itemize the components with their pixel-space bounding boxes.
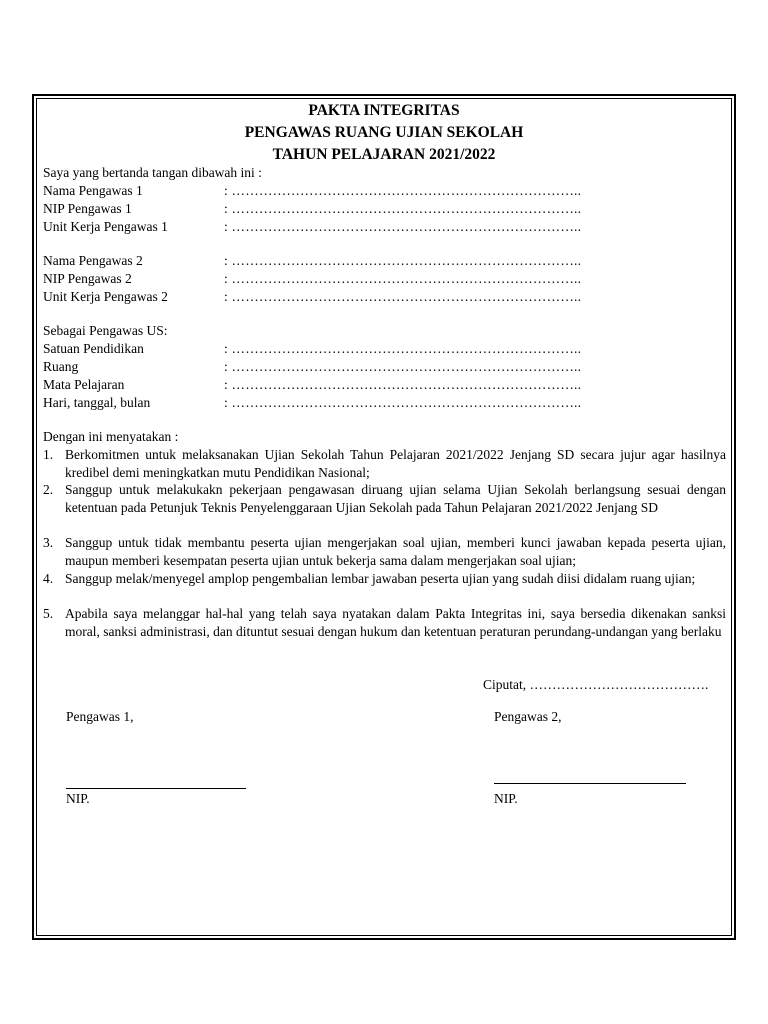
statement-heading: Dengan ini menyatakan : <box>43 429 179 444</box>
statement-text: Sanggup melak/menyegel amplop pengembalian lembar jawaban peserta ujian yang sudah diisi didalam ruang ujian; <box>65 571 696 586</box>
statement-text: Sanggup untuk melakukakn pekerjaan pengawasan diruang ujian selama Ujian Sekolah berlangsung sesuai dengan ketentuan pada Petunjuk Teknis Penyelenggaraan Ujian Sekolah pada Tahun Pelajaran 2021/2022 Jenjang SD <box>65 482 726 515</box>
statement-text: Apabila saya melanggar hal-hal yang telah saya nyatakan dalam Pakta Integritas ini, saya bersedia dikenakan sanksi moral, sanksi administrasi, dan dituntut sesuai dengan hukum dan ketentuan peraturan perundang-undangan yang berlaku <box>65 606 726 639</box>
document-title: PAKTA INTEGRITAS <box>308 102 460 119</box>
signature-line-pengawas-1 <box>66 788 246 789</box>
statement-number: 3. <box>43 535 54 550</box>
signature-label-pengawas-2: Pengawas 2, <box>494 709 562 724</box>
statement-number: 4. <box>43 571 54 586</box>
label-unit-kerja-pengawas-2: Unit Kerja Pengawas 2 <box>43 289 168 304</box>
label-hari-tanggal-bulan: Hari, tanggal, bulan <box>43 395 151 410</box>
fill-hari-tanggal-bulan: : ………………………………………………………………….. <box>224 395 582 410</box>
document-subtitle: PENGAWAS RUANG UJIAN SEKOLAH <box>244 124 524 141</box>
statement-text: Berkomitmen untuk melaksanakan Ujian Sekolah Tahun Pelajaran 2021/2022 Jenjang SD secara jujur agar hasilnya kredibel demi meningkatkan mutu Pendidikan Nasional; <box>65 447 726 480</box>
label-unit-kerja-pengawas-1: Unit Kerja Pengawas 1 <box>43 219 168 234</box>
fill-unit-kerja-pengawas-2: : ………………………………………………………………….. <box>224 289 582 304</box>
academic-year-title: TAHUN PELAJARAN 2021/2022 <box>272 146 496 163</box>
statement-item <box>43 570 726 588</box>
place-date: Ciputat, …………………………………. <box>483 677 709 692</box>
label-mata-pelajaran: Mata Pelajaran <box>43 377 125 392</box>
label-nip-pengawas-1: NIP Pengawas 1 <box>43 201 132 216</box>
fill-mata-pelajaran: : ………………………………………………………………….. <box>224 377 582 392</box>
statement-item <box>43 534 726 569</box>
statement-number: 2. <box>43 482 54 497</box>
label-nama-pengawas-1: Nama Pengawas 1 <box>43 183 143 198</box>
intro-text: Saya yang bertanda tangan dibawah ini : <box>43 165 262 180</box>
statement-number: 5. <box>43 606 54 621</box>
label-ruang: Ruang <box>43 359 79 374</box>
fill-nip-pengawas-2: : ………………………………………………………………….. <box>224 271 582 286</box>
label-satuan-pendidikan: Satuan Pendidikan <box>43 341 144 356</box>
fill-ruang: : ………………………………………………………………….. <box>224 359 582 374</box>
statement-number: 1. <box>43 447 54 462</box>
label-nip-pengawas-2: NIP Pengawas 2 <box>43 271 132 286</box>
signature-label-pengawas-1: Pengawas 1, <box>66 709 134 724</box>
statement-text: Sanggup untuk tidak membantu peserta ujian mengerjakan soal ujian, memberi kunci jawaban kepada peserta ujian, maupun memberi kesempatan peserta ujian untuk bekerja sama dalam mengerjakan soal ujian; <box>65 535 726 568</box>
fill-satuan-pendidikan: : ………………………………………………………………….. <box>224 341 582 356</box>
role-heading: Sebagai Pengawas US: <box>43 323 168 338</box>
fill-unit-kerja-pengawas-1: : ………………………………………………………………….. <box>224 219 582 234</box>
statement-item <box>43 481 726 516</box>
statement-item <box>43 446 726 481</box>
fill-nama-pengawas-2: : ………………………………………………………………….. <box>224 253 582 268</box>
label-nama-pengawas-2: Nama Pengawas 2 <box>43 253 143 268</box>
fill-nama-pengawas-1: : ………………………………………………………………….. <box>224 183 582 198</box>
fill-nip-pengawas-1: : ………………………………………………………………….. <box>224 201 582 216</box>
nip-pengawas-2: NIP. <box>494 791 518 806</box>
statement-item <box>43 605 726 640</box>
signature-line-pengawas-2 <box>494 783 686 784</box>
nip-pengawas-1: NIP. <box>66 791 90 806</box>
